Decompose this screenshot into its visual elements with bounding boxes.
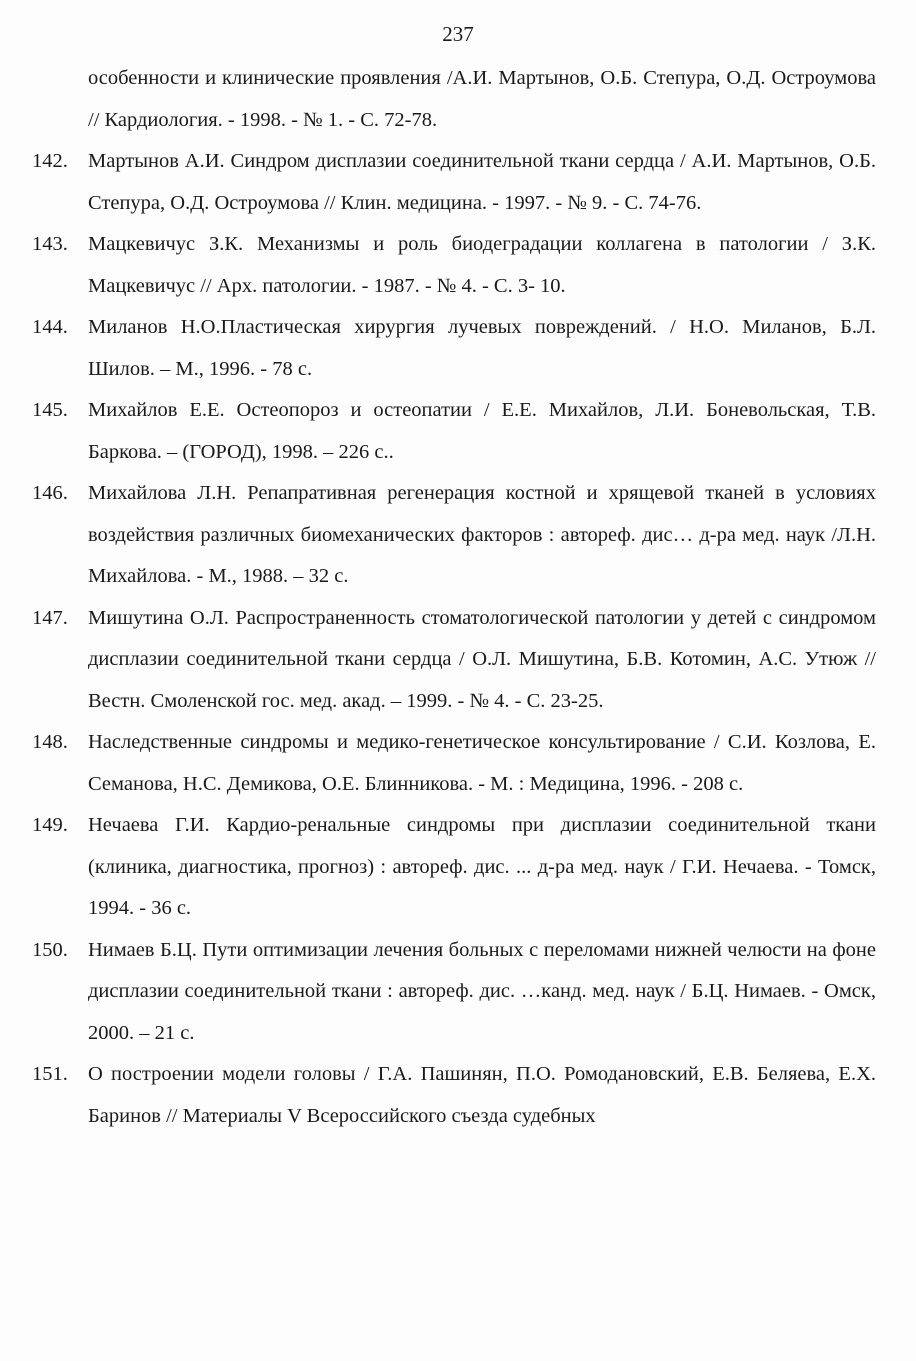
reference-text: Мацкевичус З.К. Механизмы и роль биодеградации коллагена в патологии / З.К. Мацкевичус // Арх. патологии. - 1987. - № 4. - С. 3- 10. <box>88 233 876 297</box>
reference-number: 143. <box>32 233 68 255</box>
reference-text: Мишутина О.Л. Распространенность стоматологической патологии у детей с синдромом дисплазии соединительной ткани сердца / О.Л. Мишутина, Б.В. Котомин, А.С. Утюж // Вестн. Смоленской гос. мед. акад. – 1999. - № 4. - С. 23-25. <box>88 606 876 712</box>
reference-item <box>32 141 876 224</box>
reference-text: О построении модели головы / Г.А. Пашинян, П.О. Ромодановский, Е.В. Беляева, Е.Х. Баринов // Материалы V Всероссийского съезда судебных <box>88 1063 876 1127</box>
reference-text: Нимаев Б.Ц. Пути оптимизации лечения больных с переломами нижней челюсти на фоне дисплазии соединительной ткани : автореф. дис. …канд. мед. наук / Б.Ц. Нимаев. - Омск, 2000. – 21 с. <box>88 938 876 1044</box>
reference-text: Мартынов А.И. Синдром дисплазии соединительной ткани сердца / А.И. Мартынов, О.Б. Степура, О.Д. Остроумова // Клин. медицина. - 1997. - № 9. - С. 74-76. <box>88 150 876 214</box>
reference-number: 144. <box>32 316 68 338</box>
reference-number: 147. <box>32 606 68 629</box>
reference-item <box>32 390 876 473</box>
reference-item <box>32 224 876 307</box>
reference-number: 146. <box>32 482 68 504</box>
reference-text: Наследственные синдромы и медико-генетическое консультирование / С.И. Козлова, Е. Семанова, Н.С. Демикова, О.Е. Блинникова. - М. : Медицина, 1996. - 208 с. <box>88 731 876 795</box>
reference-text: Миланов Н.О.Пластическая хирургия лучевых повреждений. / Н.О. Миланов, Б.Л. Шилов. – М., 1996. - 78 с. <box>88 316 876 380</box>
reference-item <box>88 58 876 141</box>
reference-number: 151. <box>32 1063 68 1085</box>
reference-list <box>32 58 876 1137</box>
reference-item <box>32 930 876 1055</box>
reference-item <box>32 722 876 805</box>
reference-number: 149. <box>32 814 68 836</box>
reference-number: 150. <box>32 938 68 961</box>
reference-text: Нечаева Г.И. Кардио-ренальные синдромы при дисплазии соединительной ткани (клиника, диагностика, прогноз) : автореф. дис. ... д-ра мед. наук / Г.И. Нечаева. - Томск, 1994. - 36 с. <box>88 814 876 919</box>
reference-item <box>32 805 876 930</box>
reference-number: 145. <box>32 399 68 421</box>
page-number: 237 <box>442 22 474 46</box>
reference-item <box>32 473 876 598</box>
reference-text: Михайлов Е.Е. Остеопороз и остеопатии / Е.Е. Михайлов, Л.И. Боневольская, Т.В. Баркова. – (ГОРОД), 1998. – 226 с.. <box>88 399 876 463</box>
reference-number: 142. <box>32 150 68 172</box>
reference-item <box>32 1054 876 1137</box>
reference-item <box>32 307 876 390</box>
reference-text: особенности и клинические проявления /А.И. Мартынов, О.Б. Степура, О.Д. Остроумова // Кардиология. - 1998. - № 1. - С. 72-78. <box>88 67 876 131</box>
reference-number: 148. <box>32 731 68 753</box>
reference-text: Михайлова Л.Н. Репапративная регенерация костной и хрящевой тканей в условиях воздействия различных биомеханических факторов : автореф. дис… д-ра мед. наук /Л.Н. Михайлова. - М., 1988. – 32 с. <box>88 482 876 587</box>
reference-item <box>32 598 876 723</box>
